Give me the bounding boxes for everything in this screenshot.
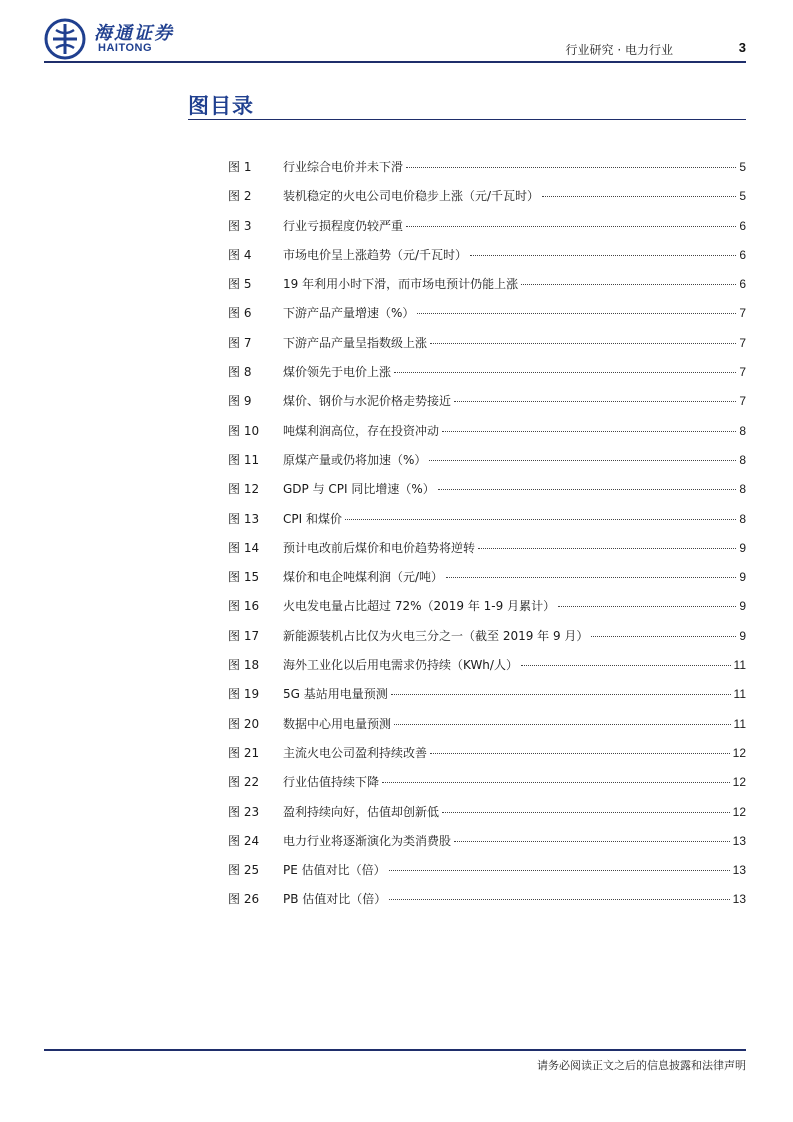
toc-page-number: 12: [732, 804, 746, 819]
toc-figure-title: 数据中心用电量预测: [283, 716, 392, 731]
toc-page-number: 9: [739, 599, 746, 614]
figure-list: [228, 158, 746, 920]
toc-entry[interactable]: [228, 685, 746, 714]
toc-page-number: 11: [733, 716, 746, 731]
toc-figure-number: 图 7: [228, 335, 252, 350]
toc-figure-title: PB 估值对比（倍）: [283, 892, 387, 907]
toc-page-number: 9: [739, 628, 746, 643]
toc-dot-leader: [442, 431, 736, 432]
toc-figure-number: 图 1: [228, 160, 252, 174]
toc-figure-title: 新能源装机占比仅为火电三分之一（截至 2019 年 9 月）: [283, 628, 589, 643]
toc-figure-number: 图 23: [228, 804, 260, 819]
toc-figure-number: 图 16: [228, 599, 260, 614]
toc-dot-leader: [417, 313, 736, 314]
toc-entry[interactable]: [228, 773, 746, 802]
toc-figure-title: PE 估值对比（倍）: [283, 863, 386, 878]
toc-dot-leader: [558, 606, 736, 607]
toc-page-number: 5: [739, 160, 746, 174]
toc-entry[interactable]: [228, 861, 746, 890]
haitong-logo: [44, 18, 194, 58]
toc-figure-title: 19 年利用小时下滑，而市场电预计仍能上涨: [283, 277, 519, 292]
toc-page-number: 7: [739, 365, 746, 380]
toc-entry[interactable]: [228, 832, 746, 861]
toc-figure-title: 预计电改前后煤价和电价趋势将逆转: [283, 540, 476, 555]
toc-figure-number: 图 5: [228, 277, 252, 292]
toc-entry[interactable]: [228, 568, 746, 597]
toc-figure-number: 图 2: [228, 189, 252, 204]
toc-figure-number: 图 21: [228, 745, 260, 760]
toc-figure-title: 行业估值持续下降: [283, 775, 380, 790]
toc-dot-leader: [478, 548, 736, 549]
footer-disclaimer: 请务必阅读正文之后的信息披露和法律声明: [537, 1059, 746, 1072]
toc-entry[interactable]: [228, 744, 746, 773]
toc-entry[interactable]: [228, 803, 746, 832]
toc-page-number: 13: [732, 833, 746, 848]
toc-figure-title: 吨煤利润高位，存在投资冲动: [283, 423, 440, 438]
toc-figure-title: CPI 和煤价: [283, 511, 342, 526]
toc-entry[interactable]: [228, 656, 746, 685]
toc-figure-title: 煤价、钢价与水泥价格走势接近: [283, 394, 452, 409]
toc-entry[interactable]: [228, 597, 746, 626]
toc-figure-title: 装机稳定的火电公司电价稳步上涨（元/千瓦时）: [283, 189, 540, 204]
toc-entry[interactable]: [228, 890, 746, 919]
toc-entry[interactable]: [228, 275, 746, 304]
toc-dot-leader: [389, 899, 729, 900]
toc-figure-title: 市场电价呈上涨趋势（元/千瓦时）: [283, 247, 468, 262]
toc-figure-number: 图 24: [228, 833, 260, 848]
toc-dot-leader: [542, 196, 736, 197]
toc-dot-leader: [446, 577, 736, 578]
toc-dot-leader: [521, 284, 736, 285]
logo-english-name: HAITONG: [98, 42, 153, 54]
toc-figure-number: 图 25: [228, 863, 260, 878]
toc-entry[interactable]: [228, 627, 746, 656]
toc-figure-title: 行业亏损程度仍较严重: [283, 218, 404, 233]
toc-figure-title: 电力行业将逐渐演化为类消费股: [283, 833, 452, 848]
toc-dot-leader: [430, 343, 736, 344]
toc-figure-title: 行业综合电价并未下滑: [283, 160, 404, 174]
toc-dot-leader: [345, 519, 736, 520]
toc-page-number: 11: [733, 658, 746, 673]
toc-figure-title: 煤价和电企吨煤利润（元/吨）: [283, 570, 444, 585]
toc-page-number: 8: [739, 482, 746, 497]
header-divider: [44, 61, 746, 63]
toc-page-number: 7: [739, 335, 746, 350]
toc-dot-leader: [470, 255, 736, 256]
toc-page-number: 12: [732, 775, 746, 790]
toc-dot-leader: [442, 812, 730, 813]
toc-entry[interactable]: [228, 363, 746, 392]
toc-dot-leader: [382, 782, 730, 783]
toc-figure-title: 下游产品产量增速（%）: [283, 306, 415, 321]
toc-entry[interactable]: [228, 158, 746, 187]
toc-page-number: 8: [739, 423, 746, 438]
toc-figure-number: 图 10: [228, 423, 260, 438]
toc-entry[interactable]: [228, 334, 746, 363]
toc-dot-leader: [406, 226, 736, 227]
toc-figure-title: GDP 与 CPI 同比增速（%）: [283, 482, 435, 497]
footer-divider: [44, 1049, 746, 1051]
toc-page-number: 6: [739, 247, 746, 262]
toc-figure-number: 图 9: [228, 394, 252, 409]
toc-entry[interactable]: [228, 304, 746, 333]
toc-entry[interactable]: [228, 539, 746, 568]
toc-entry[interactable]: [228, 187, 746, 216]
toc-figure-number: 图 20: [228, 716, 260, 731]
toc-figure-number: 图 12: [228, 482, 260, 497]
toc-dot-leader: [389, 870, 730, 871]
toc-entry[interactable]: [228, 392, 746, 421]
toc-entry[interactable]: [228, 510, 746, 539]
toc-entry[interactable]: [228, 422, 746, 451]
toc-page-number: 12: [732, 745, 746, 760]
toc-figure-number: 图 13: [228, 511, 260, 526]
toc-dot-leader: [394, 724, 731, 725]
header-section-label: 行业研究 · 电力行业: [565, 43, 673, 57]
toc-page-number: 13: [732, 863, 746, 878]
toc-figure-number: 图 11: [228, 452, 260, 467]
toc-figure-number: 图 18: [228, 658, 260, 673]
toc-dot-leader: [438, 489, 737, 490]
toc-dot-leader: [394, 372, 736, 373]
toc-figure-number: 图 19: [228, 687, 260, 702]
toc-dot-leader: [430, 753, 730, 754]
header-page-number: 3: [738, 40, 746, 55]
toc-figure-number: 图 17: [228, 628, 260, 643]
toc-figure-title: 下游产品产量呈指数级上涨: [283, 335, 428, 350]
toc-entry[interactable]: [228, 217, 746, 246]
toc-page-number: 7: [739, 306, 746, 321]
toc-figure-number: 图 6: [228, 306, 252, 321]
toc-dot-leader: [454, 841, 730, 842]
toc-figure-number: 图 15: [228, 570, 260, 585]
toc-page-number: 6: [739, 218, 746, 233]
toc-dot-leader: [454, 401, 736, 402]
toc-page-number: 9: [739, 570, 746, 585]
toc-page-number: 5: [739, 189, 746, 204]
toc-page-number: 7: [739, 394, 746, 409]
toc-figure-title: 煤价领先于电价上涨: [283, 365, 392, 380]
toc-dot-leader: [521, 665, 731, 666]
toc-page-number: 8: [739, 511, 746, 526]
toc-page-number: 8: [739, 452, 746, 467]
toc-figure-title: 火电发电量占比超过 72%（2019 年 1-9 月累计）: [283, 599, 556, 614]
toc-figure-title: 原煤产量或仍将加速（%）: [283, 452, 427, 467]
toc-page-number: 11: [733, 687, 746, 702]
title-divider: [188, 119, 746, 120]
toc-figure-number: 图 22: [228, 775, 260, 790]
toc-dot-leader: [406, 167, 736, 168]
toc-page-number: 9: [739, 540, 746, 555]
toc-entry[interactable]: [228, 451, 746, 480]
toc-page-number: 13: [732, 892, 746, 907]
toc-figure-number: 图 3: [228, 218, 252, 233]
toc-dot-leader: [429, 460, 736, 461]
toc-figure-number: 图 26: [228, 892, 260, 907]
toc-figure-number: 图 4: [228, 247, 252, 262]
toc-figure-title: 主流火电公司盈利持续改善: [283, 745, 428, 760]
toc-entry[interactable]: [228, 715, 746, 744]
toc-entry[interactable]: [228, 246, 746, 275]
page-title: 图目录: [188, 94, 254, 118]
toc-dot-leader: [591, 636, 736, 637]
logo-chinese-name: 海通证券: [94, 23, 174, 44]
toc-figure-title: 盈利持续向好，估值却创新低: [283, 804, 440, 819]
toc-figure-number: 图 14: [228, 540, 260, 555]
toc-figure-title: 5G 基站用电量预测: [283, 687, 388, 702]
toc-dot-leader: [391, 694, 731, 695]
toc-page-number: 6: [739, 277, 746, 292]
toc-entry[interactable]: [228, 480, 746, 509]
toc-figure-title: 海外工业化以后用电需求仍持续（KWh/人）: [283, 658, 518, 673]
toc-figure-number: 图 8: [228, 365, 252, 380]
haitong-emblem-icon: [44, 18, 86, 60]
